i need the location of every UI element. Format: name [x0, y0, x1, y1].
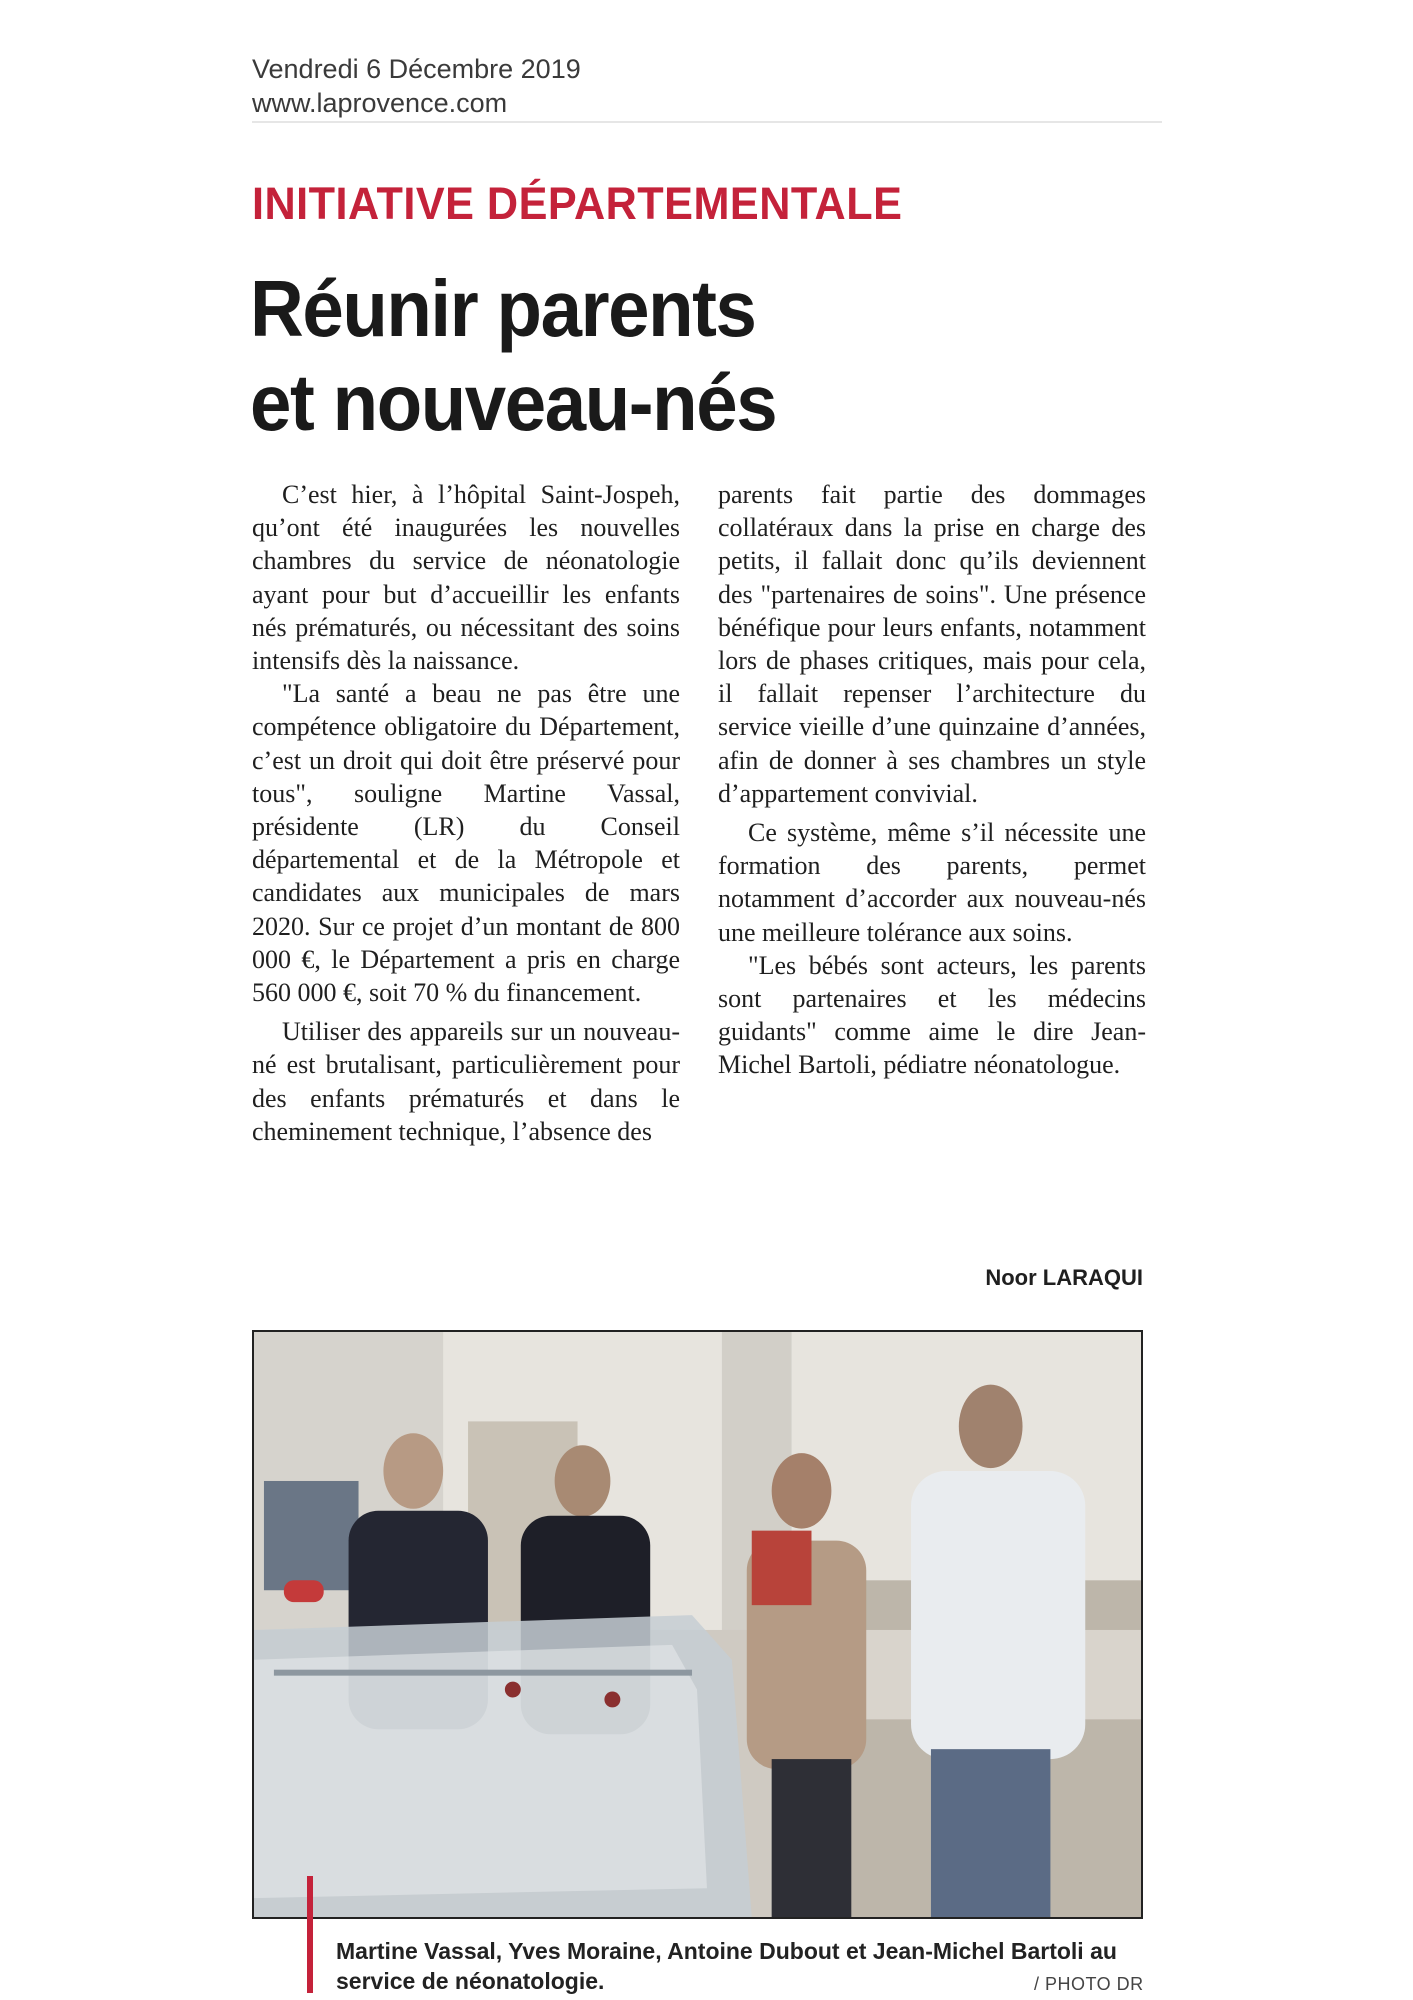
headline-line-2: et nouveau-nés	[250, 358, 777, 447]
paragraph: Ce système, même s’il nécessite une formation des parents, permet notamment d’accorder aux nouveau-nés une meilleure tolérance aux soins.	[718, 818, 1146, 947]
article-column-2	[718, 478, 1146, 1082]
photo-caption: Martine Vassal, Yves Moraine, Antoine Dubout et Jean-Michel Bartoli au service de néonatologie.	[336, 1938, 1117, 1994]
headline-line-1: Réunir parents	[250, 264, 756, 353]
page-header	[252, 52, 581, 120]
photo-illustration	[254, 1332, 1141, 1917]
paragraph: Utiliser des appareils sur un nouveau-né est brutalisant, particulièrement pour des enfants prématurés et dans le cheminement technique, l’absence des	[252, 1017, 680, 1146]
paragraph: C’est hier, à l’hôpital Saint-Jospeh, qu’ont été inaugurées les nouvelles chambres du service de néonatologie ayant pour but d’accueillir les enfants nés prématurés, ou nécessitant des soins intensifs dès la naissance.	[252, 480, 680, 676]
photo-credit: / PHOTO DR	[1034, 1974, 1144, 1994]
article-column-1	[252, 478, 680, 1148]
author-byline: Noor LARAQUI	[985, 1265, 1143, 1290]
caption-accent-bar	[307, 1876, 313, 1993]
paragraph: parents fait partie des dommages collatéraux dans la prise en charge des petits, il fallait donc qu’ils deviennent des "partenaires de soins". Une présence bénéfique pour leurs enfants, notamment lors de phases critiques, mais pour cela, il fallait repenser l’architecture du service vieille d’une quinzaine d’années, afin de donner à ses chambres un style d’appartement convivial.	[718, 480, 1146, 808]
website-url[interactable]: www.laprovence.com	[252, 88, 508, 118]
article-kicker: INITIATIVE DÉPARTEMENTALE	[252, 178, 903, 229]
quote-paragraph: "Les bébés sont acteurs, les parents sont partenaires et les médecins guidants" comme aime le dire Jean-Michel Bartoli, pédiatre néonatologue.	[718, 950, 1146, 1080]
header-divider	[252, 121, 1162, 123]
article-photo	[252, 1330, 1143, 1919]
issue-date: Vendredi 6 Décembre 2019	[252, 54, 581, 84]
article-headline	[250, 262, 776, 450]
quote-paragraph: "La santé a beau ne pas être une compétence obligatoire du Département, c’est un droit qui doit être préservé pour tous", souligne Martine Vassal, présidente (LR) du Conseil départemental et de la Métropole et candidates aux municipales de mars 2020. Sur ce projet d’un montant de 800 000 €, le Département a pris en charge 560 000 €, soit 70 % du financement.	[252, 679, 680, 1008]
